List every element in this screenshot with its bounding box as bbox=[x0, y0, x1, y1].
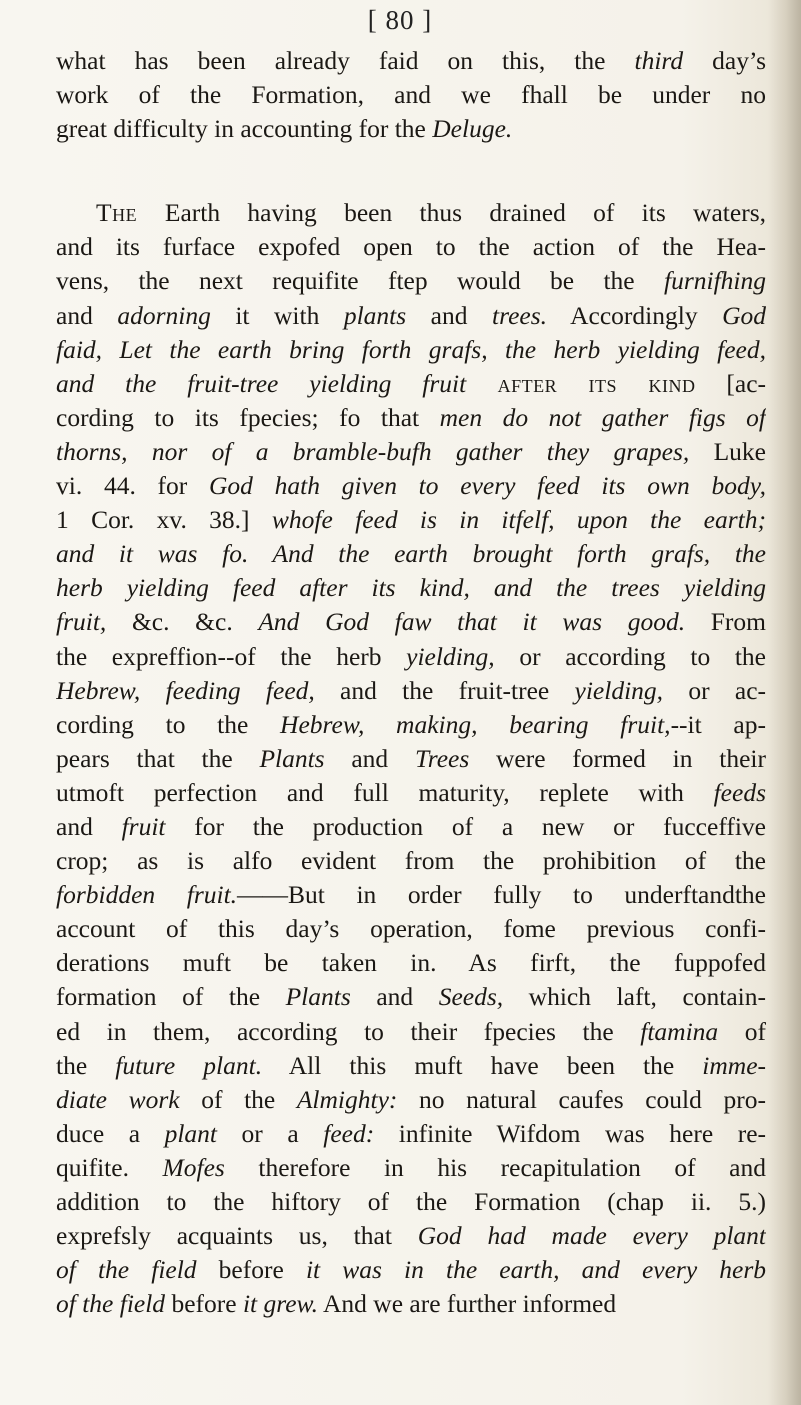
text-run: duce a bbox=[56, 1118, 165, 1148]
italic-text: and the fruit-tree yielding fruit bbox=[56, 368, 467, 398]
text-run: before bbox=[196, 1255, 306, 1285]
italic-text: yielding, bbox=[406, 641, 495, 671]
text-line bbox=[56, 112, 766, 146]
text-run: of the bbox=[179, 1084, 297, 1114]
text-run: ——But in order fully to underftandthe bbox=[237, 880, 766, 910]
text-line bbox=[56, 1083, 766, 1117]
text-line bbox=[56, 776, 766, 810]
text-run: 1 Cor. xv. 38.] bbox=[56, 505, 272, 535]
text-run: Earth having been thus drained of its waters, bbox=[164, 198, 766, 228]
text-line bbox=[56, 264, 766, 298]
text-run: for the production of a new or fucceffive bbox=[165, 811, 766, 841]
italic-text: it was in the earth, and every herb bbox=[305, 1255, 766, 1285]
italic-text: Plants bbox=[285, 982, 351, 1012]
text-run: formation of the bbox=[56, 982, 286, 1012]
text-run: day’s bbox=[683, 46, 766, 75]
small-caps-text: The bbox=[96, 198, 165, 228]
italic-text: fruit, bbox=[56, 607, 107, 637]
paragraph bbox=[56, 196, 766, 1321]
text-run: and bbox=[56, 300, 118, 330]
text-run: and bbox=[56, 811, 122, 841]
text-run: Accordingly bbox=[547, 300, 723, 330]
italic-text: herb yielding feed after its kind, and the trees yielding bbox=[56, 573, 766, 603]
body-text bbox=[56, 44, 766, 1321]
text-line bbox=[56, 299, 766, 333]
text-run: were formed in their bbox=[469, 743, 766, 773]
italic-text: imme- bbox=[702, 1050, 766, 1080]
paragraph-gap bbox=[56, 146, 766, 196]
italic-text: of the field bbox=[56, 1289, 166, 1319]
text-line bbox=[56, 1049, 766, 1083]
italic-text: Hebrew, feeding feed, bbox=[56, 675, 315, 705]
italic-text: future plant. bbox=[115, 1050, 263, 1080]
paragraph bbox=[56, 44, 766, 146]
text-run: [ac- bbox=[695, 368, 766, 398]
text-run: From bbox=[685, 607, 766, 637]
text-line bbox=[56, 1117, 766, 1151]
text-run: cording to the bbox=[56, 709, 281, 739]
text-line bbox=[56, 1015, 766, 1049]
italic-text: Hebrew, making, bearing fruit, bbox=[280, 709, 671, 739]
text-line bbox=[56, 537, 766, 571]
italic-text: feed: bbox=[323, 1118, 375, 1148]
italic-text: forbidden fruit. bbox=[56, 880, 238, 910]
italic-text: adorning bbox=[117, 300, 211, 330]
text-run: cording to its fpecies; fo that bbox=[56, 402, 440, 432]
text-line bbox=[56, 946, 766, 980]
text-run: pears that the bbox=[56, 743, 260, 773]
text-line bbox=[56, 810, 766, 844]
text-line bbox=[56, 1219, 766, 1253]
italic-text: fruit bbox=[121, 811, 166, 841]
text-run: which laft, contain- bbox=[503, 982, 766, 1012]
italic-text: Plants bbox=[259, 743, 325, 773]
italic-text: Trees bbox=[414, 743, 470, 773]
italic-text: God had made every plant bbox=[417, 1221, 766, 1251]
text-run: --it ap- bbox=[670, 709, 766, 739]
italic-text: trees. bbox=[492, 300, 548, 330]
text-line bbox=[56, 435, 766, 469]
text-line bbox=[56, 708, 766, 742]
text-line bbox=[56, 605, 766, 639]
text-run: All this muft have been the bbox=[262, 1050, 703, 1080]
text-run: or a bbox=[217, 1118, 324, 1148]
text-run: what has been already faid on this, the bbox=[56, 46, 635, 75]
text-line bbox=[56, 980, 766, 1014]
italic-text: Almighty: bbox=[296, 1084, 398, 1114]
text-run: and bbox=[324, 743, 415, 773]
italic-text: whofe feed is in itfelf, upon the earth; bbox=[271, 505, 766, 535]
italic-text: Seeds, bbox=[438, 982, 504, 1012]
text-line bbox=[56, 844, 766, 878]
italic-text: faid, Let the earth bring forth grafs, the herb yielding feed, bbox=[56, 334, 766, 364]
text-line bbox=[56, 674, 766, 708]
text-run: of bbox=[718, 1016, 766, 1046]
italic-text: diate work bbox=[56, 1084, 180, 1114]
text-run: therefore in his recapitulation of and bbox=[224, 1152, 766, 1182]
text-line bbox=[56, 1287, 766, 1321]
italic-text: yielding, bbox=[574, 675, 664, 705]
page-number: [ 80 ] bbox=[367, 5, 433, 35]
text-line bbox=[56, 1185, 766, 1219]
italic-text: plants bbox=[343, 300, 407, 330]
text-run: the expreffion--of the herb bbox=[56, 641, 407, 671]
text-run: crop; as is alfo evident from the prohibition of the bbox=[56, 846, 766, 876]
text-run: before bbox=[165, 1289, 243, 1319]
italic-text: third bbox=[634, 46, 684, 75]
text-run: utmoft perfection and full maturity, replete with bbox=[56, 777, 714, 807]
text-run: and bbox=[406, 300, 493, 330]
text-run: derations muft be taken in. As firft, the fuppofed bbox=[56, 948, 766, 978]
italic-text: thorns, nor of a bramble-bufh gather they grapes, bbox=[56, 436, 690, 466]
text-line bbox=[56, 401, 766, 435]
small-caps-text: after its kind bbox=[466, 368, 696, 398]
italic-text: God bbox=[722, 300, 766, 330]
text-run: the bbox=[56, 1050, 116, 1080]
text-run: And we are further informed bbox=[318, 1289, 617, 1319]
text-line bbox=[56, 912, 766, 946]
text-run: or ac- bbox=[663, 675, 766, 705]
italic-text: plant bbox=[164, 1118, 217, 1148]
italic-text: Mofes bbox=[162, 1152, 225, 1182]
text-run: exprefsly acquaints us, that bbox=[56, 1221, 418, 1251]
text-run: and the fruit-tree bbox=[314, 675, 575, 705]
text-run: &c. &c. bbox=[106, 607, 259, 637]
text-run: and its furface expofed open to the action of the Hea- bbox=[56, 232, 766, 262]
text-line bbox=[56, 1253, 766, 1287]
text-line bbox=[56, 878, 766, 912]
page-edge-shadow bbox=[767, 0, 801, 1405]
italic-text: God hath given to every feed its own body, bbox=[209, 471, 766, 501]
text-run: or according to the bbox=[494, 641, 766, 671]
text-run: quifite. bbox=[56, 1152, 163, 1182]
text-line bbox=[56, 469, 766, 503]
text-run: Luke bbox=[689, 436, 766, 466]
text-run: ed in them, according to their fpecies the bbox=[56, 1016, 641, 1046]
text-line bbox=[56, 196, 766, 230]
text-line bbox=[56, 571, 766, 605]
italic-text: feeds bbox=[713, 777, 766, 807]
italic-text: and it was fo. And the earth brought forth grafs, the bbox=[56, 539, 766, 569]
text-run: vens, the next requifite ftep would be the bbox=[56, 266, 664, 296]
text-line bbox=[56, 367, 766, 401]
text-run: work of the Formation, and we fhall be under no bbox=[56, 80, 766, 110]
text-line bbox=[56, 333, 766, 367]
italic-text: men do not gather figs of bbox=[439, 402, 766, 432]
text-line bbox=[56, 1151, 766, 1185]
text-line bbox=[56, 503, 766, 537]
text-run: addition to the hiftory of the Formation (chap ii. 5.) bbox=[56, 1187, 766, 1216]
text-run: infinite Wifdom was here re- bbox=[374, 1118, 766, 1148]
italic-text: furnifhing bbox=[663, 266, 766, 296]
italic-text: of the field bbox=[56, 1255, 197, 1285]
text-run: and bbox=[350, 982, 439, 1012]
italic-text: ftamina bbox=[640, 1016, 719, 1046]
italic-text: And God faw that it was good. bbox=[258, 607, 686, 637]
text-run: great difficulty in accounting for the bbox=[56, 114, 433, 144]
text-run: vi. 44. for bbox=[56, 471, 210, 501]
text-line bbox=[56, 78, 766, 112]
text-line bbox=[56, 640, 766, 674]
italic-text: Deluge. bbox=[432, 114, 513, 144]
text-run: no natural caufes could pro- bbox=[397, 1084, 766, 1114]
text-line bbox=[56, 230, 766, 264]
text-line bbox=[56, 44, 766, 78]
text-line bbox=[56, 742, 766, 776]
text-run: it with bbox=[210, 300, 344, 330]
text-run: account of this day’s operation, fome previous confi- bbox=[56, 914, 766, 944]
italic-text: it grew. bbox=[242, 1289, 319, 1319]
